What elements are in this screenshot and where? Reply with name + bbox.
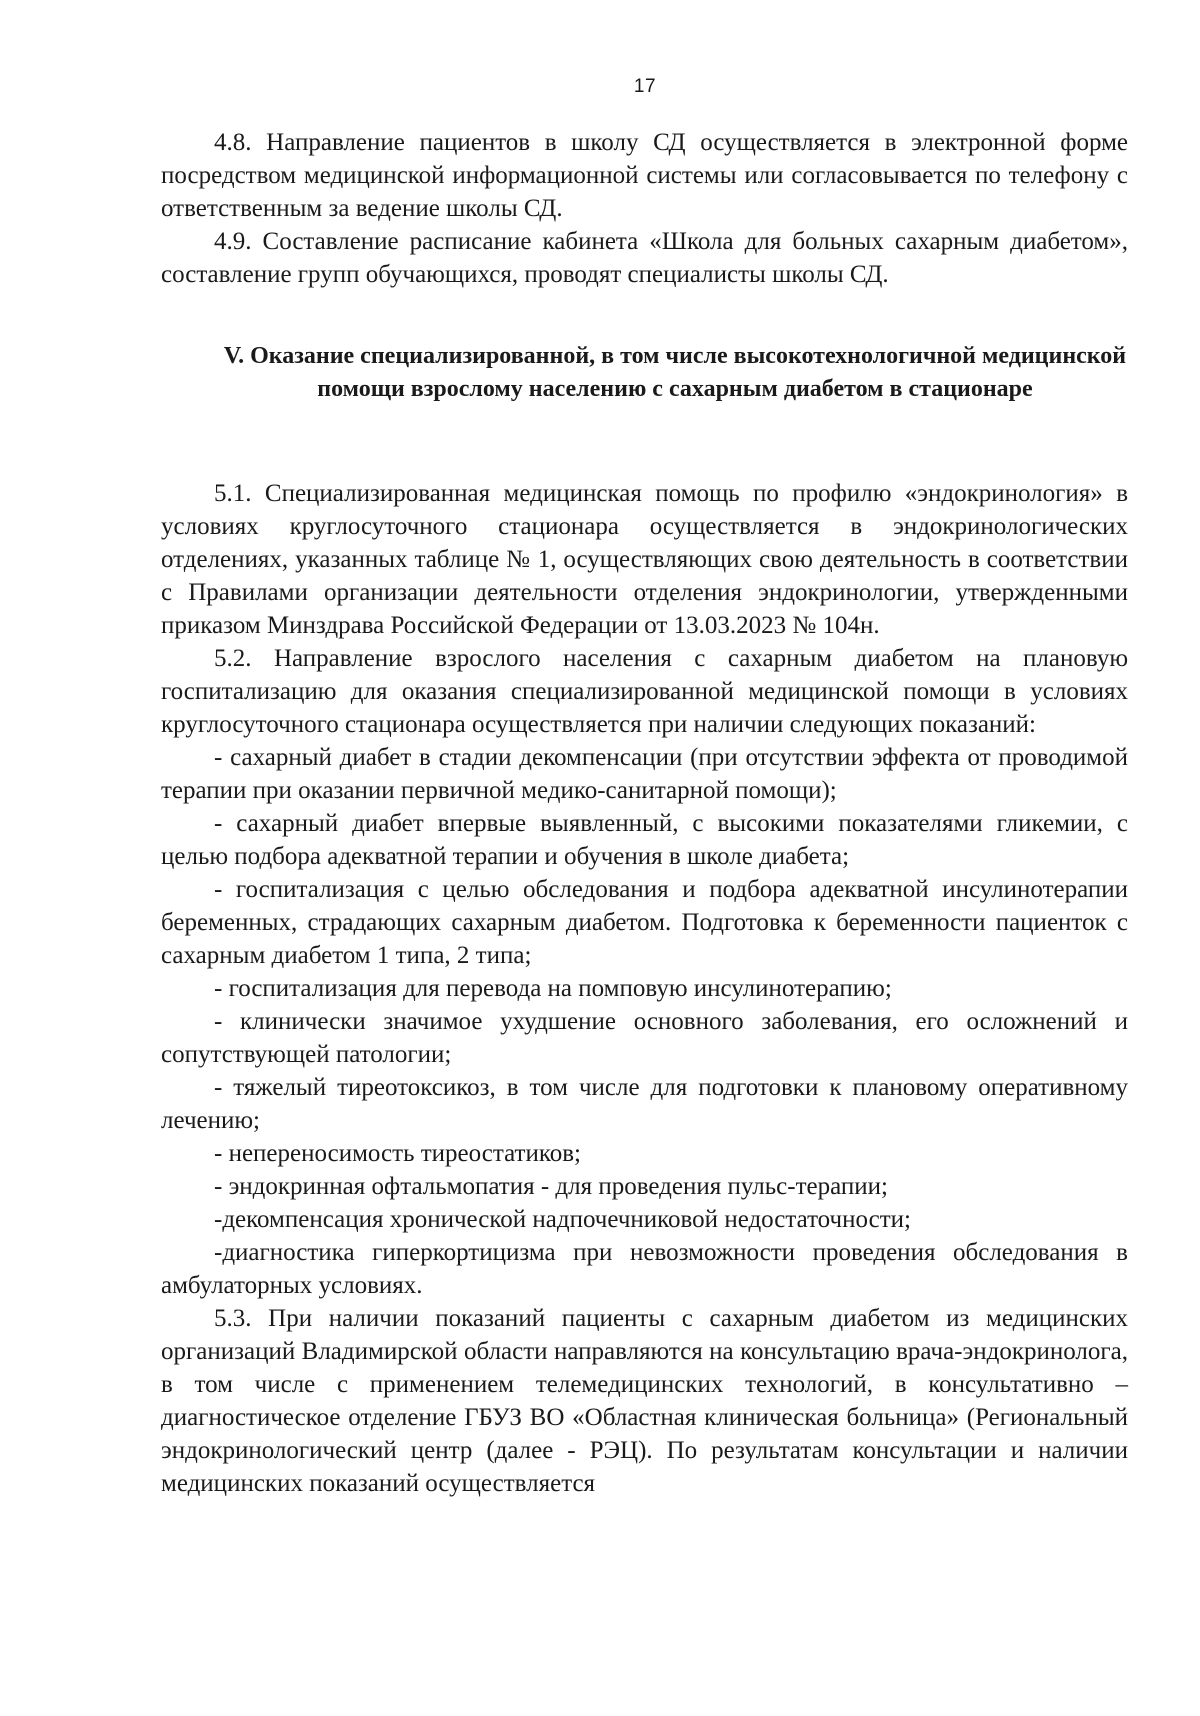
page-number: 17 (633, 76, 657, 97)
list-item: - непереносимость тиреостатиков; (214, 1140, 581, 1167)
section-4-continuation (161, 126, 1128, 291)
list-item: - клинически значимое ухудшение основного заболевания, его осложнений и сопутствующей патологии; (161, 1008, 1128, 1068)
paragraph-4-9: 4.9. Составление расписание кабинета «Школа для больных сахарным диабетом», составление групп обучающихся, проводят специалисты школы СД. (161, 228, 1128, 288)
list-item: -декомпенсация хронической надпочечниковой недостаточности; (214, 1206, 911, 1233)
list-item: - сахарный диабет впервые выявленный, с высокими показателями гликемии, с целью подбора адекватной терапии и обучения в школе диабета; (161, 810, 1128, 870)
list-item: -диагностика гиперкортицизма при невозможности проведения обследования в амбулаторных условиях. (161, 1239, 1128, 1299)
list-item: - эндокринная офтальмопатия - для проведения пульс-терапии; (214, 1173, 888, 1200)
section-5-heading: V. Оказание специализированной, в том числе высокотехнологичной медицинской помощи взрослому населению с сахарным диабетом в стационаре (223, 343, 1127, 402)
section-5-body (161, 477, 1128, 1500)
paragraph-5-1: 5.1. Специализированная медицинская помощь по профилю «эндокринология» в условиях круглосуточного стационара осуществляется в эндокринологических отделениях, указанных таблице № 1, осуществляющих свою деятельность в соответствии с Правилами организации деятельности отделения эндокринологии, утвержденными приказом Минздрава Российской Федерации от 13.03.2023 № 104н. (161, 480, 1128, 639)
list-item: - сахарный диабет в стадии декомпенсации (при отсутствии эффекта от проводимой терапии при оказании первичной медико-санитарной помощи); (161, 744, 1128, 804)
paragraph-5-3: 5.3. При наличии показаний пациенты с сахарным диабетом из медицинских организаций Владимирской области направляются на консультацию врача-эндокринолога, в том числе с применением телемедицинских технологий, в консультативно – диагностическое отделение ГБУЗ ВО «Областная клиническая больница» (Региональный эндокринологический центр (далее - РЭЦ). По результатам консультации и наличии медицинских показаний осуществляется (161, 1305, 1128, 1497)
list-item: - госпитализация с целью обследования и подбора адекватной инсулинотерапии беременных, страдающих сахарным диабетом. Подготовка к беременности пациенток с сахарным диабетом 1 типа, 2 типа; (161, 876, 1128, 969)
list-item: - тяжелый тиреотоксикоз, в том числе для подготовки к плановому оперативному лечению; (161, 1074, 1128, 1134)
list-item: - госпитализация для перевода на помповую инсулинотерапию; (214, 975, 892, 1002)
paragraph-4-8: 4.8. Направление пациентов в школу СД осуществляется в электронной форме посредством медицинской информационной системы или согласовывается по телефону с ответственным за ведение школы СД. (161, 129, 1128, 222)
paragraph-5-2: 5.2. Направление взрослого населения с сахарным диабетом на плановую госпитализацию для оказания специализированной медицинской помощи в условиях круглосуточного стационара осуществляется при наличии следующих показаний: (161, 645, 1128, 738)
